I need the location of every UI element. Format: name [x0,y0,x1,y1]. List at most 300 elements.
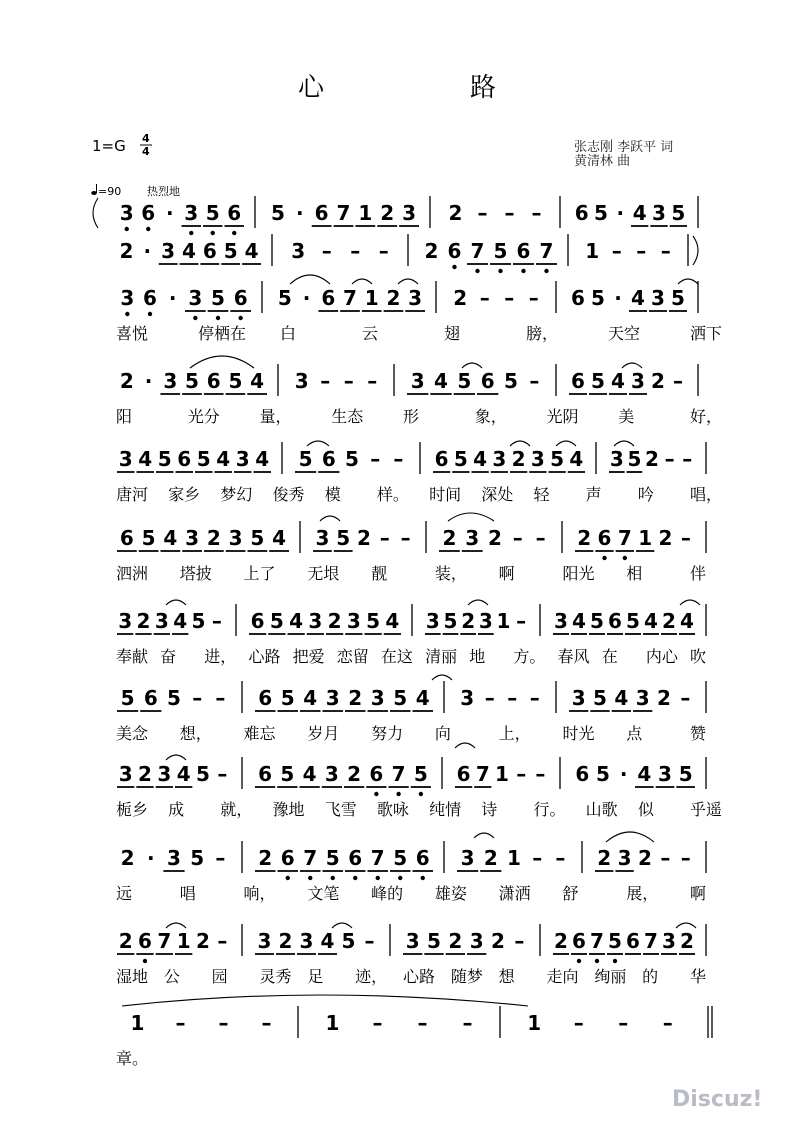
octave-dot [353,876,357,880]
note: 6 [369,762,384,786]
note: 2 [554,929,568,953]
lyric-text: 家乡 [168,485,201,504]
lyric-text: 形 [403,407,420,426]
octave-dot [286,876,290,880]
note: 4 [163,526,178,550]
note: 5 [185,369,199,393]
note: – [573,1011,584,1035]
note: – [618,1011,629,1035]
slur-mark [166,923,186,928]
note: 4 [614,686,629,710]
note: 4 [182,239,196,263]
note: 6 [206,369,221,393]
note: 7 [617,526,632,550]
note: 3 [651,286,665,310]
note: 3 [185,526,200,550]
lyric-text: 飞雪 [324,800,357,819]
note: 5 [280,762,295,786]
note: – [378,239,389,263]
note: 7 [336,201,351,225]
note: 3 [120,286,135,310]
note: 5 [393,686,408,710]
lyric-text: 点 [626,724,643,743]
note: – [529,369,540,393]
note: 3 [631,369,645,393]
note: 1 [496,609,511,633]
note: 4 [176,762,191,786]
octave-dot [193,316,197,320]
lyric-text: 上， [498,724,531,743]
lyric-text: 洒下 [690,324,723,343]
lyric-text: 想 [498,967,515,986]
note: 5 [269,609,284,633]
note: 3 [308,609,323,633]
note: 3 [370,686,385,710]
lyric-text: 停栖在 [198,324,247,343]
lyric-text: 塔披 [179,564,212,583]
note: 4 [303,686,318,710]
note: 6 [434,447,449,471]
lyric-text: 豫地 [272,800,305,819]
note: 5 [608,929,622,953]
lyric-text: 时间 [429,485,462,504]
note: 6 [143,686,158,710]
note: 5 [336,526,351,550]
note: 1 [130,1011,145,1035]
octave-dot [595,959,599,963]
note: 3 [460,686,475,710]
note: · [146,846,155,870]
note: 5 [196,447,211,471]
title-char-2: 路 [470,73,497,103]
lyric-text: 吟 [637,485,654,504]
note: – [504,201,515,225]
lyric-text: 好， [690,407,723,426]
note: – [367,369,378,393]
lyric-text: 阳 [116,407,133,426]
lyric-text: 雄姿 [434,884,467,903]
lyric-text: 在这 [380,647,413,666]
lyric-text: 把爱 [292,647,325,666]
note: 4 [138,447,153,471]
lyric-text: 潇洒 [498,884,531,903]
note: – [611,239,622,263]
note: 3 [299,929,314,953]
note: 3 [652,201,666,225]
lyric-text: 展， [626,884,659,903]
note: 6 [321,286,336,310]
tie-mark [122,995,528,1006]
note: 4 [644,609,658,633]
note: – [660,239,671,263]
note: 5 [393,846,408,870]
note: · [168,286,177,310]
note: · [302,286,311,310]
lyric-text: 俊秀 [272,485,305,504]
note: 4 [320,929,335,953]
note: 6 [258,762,273,786]
note: 6 [571,286,585,310]
octave-dot [602,556,606,560]
note: – [393,447,404,471]
lyric-text: 膀， [526,324,559,343]
note: 3 [118,447,133,471]
slur-mark [622,363,642,368]
note: 3 [405,929,420,953]
slur-mark [474,833,494,838]
note: 3 [346,609,361,633]
lyric-text: 绚丽 [594,967,627,986]
lyric-text: 峰的 [371,884,404,903]
note: · [614,286,622,310]
note: 3 [228,526,243,550]
note: 4 [289,609,304,633]
lyric-text: 梦幻 [220,485,253,504]
note: 4 [255,447,270,471]
note: 2 [662,609,676,633]
lyric-text: 喜悦 [116,324,149,343]
note: 3 [119,201,134,225]
note: 5 [277,286,292,310]
note: 5 [626,609,640,633]
lyric-text: 象， [474,407,507,426]
lyric-text: 泗洲 [116,564,149,583]
note: 3 [410,369,425,393]
tempo-value: =90 [98,185,122,198]
lyric-text: 春风 [557,647,590,666]
note: 6 [202,239,217,263]
lyric-text: 轻 [533,485,550,504]
note: 4 [611,369,625,393]
note: 2 [638,846,652,870]
lyric-text: 章。 [116,1049,149,1068]
octave-dot [452,265,456,269]
note: 4 [216,447,231,471]
note: – [516,609,527,633]
note: 5 [341,929,356,953]
note: 7 [391,762,406,786]
note: 2 [380,201,395,225]
note: 6 [597,526,612,550]
lyric-text: 唱， [690,485,723,504]
note: 2 [645,447,659,471]
note: 4 [473,447,488,471]
note: – [215,686,226,710]
note: – [529,686,540,710]
lyric-text: 翅 [444,324,461,343]
octave-dot [374,792,378,796]
note: 2 [448,929,463,953]
octave-dot [475,269,479,273]
lyric-text: 阳光 [562,564,595,583]
note: 2 [483,846,498,870]
note: 2 [657,686,671,710]
note: 3 [571,686,586,710]
lyric-text: 恋留 [336,647,369,666]
lyric-text: 云 [362,324,379,343]
lyric-text: 迹， [355,967,388,986]
note: 6 [258,686,273,710]
note: – [664,447,675,471]
lyric-text: 山歌 [585,800,618,819]
note: 2 [491,929,505,953]
note: 2 [120,846,135,870]
note: – [479,286,490,310]
lyric-text: 内心 [645,647,678,666]
note: – [555,846,566,870]
note: 7 [644,929,658,953]
slur-mark [455,743,475,748]
slur-mark [307,441,329,446]
lyric-text: 白 [280,324,297,343]
note: 4 [569,447,584,471]
note: 2 [577,526,592,550]
octave-dot [331,876,335,880]
note: – [680,846,691,870]
note: 6 [415,846,430,870]
note: – [215,846,226,870]
note: – [512,526,523,550]
lyric-text: 无垠 [307,564,340,583]
note: 1 [638,526,653,550]
lyricist-credit: 张志刚 李跃平 词 [574,140,674,155]
lyric-text: 栀乡 [116,800,149,819]
note: 5 [550,447,565,471]
note: 3 [188,286,203,310]
note: 2 [453,286,468,310]
note: 5 [196,762,210,786]
note: – [682,447,693,471]
note: 6 [119,526,134,550]
octave-dot [216,316,220,320]
note: 7 [157,929,172,953]
slur-mark [468,600,488,605]
lyric-text: 生态 [331,407,364,426]
note: 5 [453,447,468,471]
note: – [350,239,361,263]
note: 5 [190,846,205,870]
lyric-text: 在 [601,647,618,666]
note: 4 [272,526,287,550]
note: · [165,201,174,225]
octave-dot [238,316,242,320]
note: – [535,526,546,550]
note: 1 [364,286,379,310]
note: 3 [235,447,250,471]
note: 2 [136,609,151,633]
slur-mark [678,279,698,284]
lyric-text: 湿地 [116,967,149,986]
note: 2 [206,526,221,550]
note: 1 [585,239,600,263]
note: – [507,686,518,710]
note: 1 [507,846,521,870]
note: 3 [118,609,133,633]
note: 5 [457,369,472,393]
note: – [400,526,411,550]
note: 5 [325,846,340,870]
key-signature: 1=G [92,137,126,155]
note: 5 [627,447,642,471]
note: 5 [596,762,610,786]
note: 5 [270,201,285,225]
note: 7 [303,846,318,870]
note: · [143,239,152,263]
lyric-text: 装， [434,564,467,583]
lyric-text: 吹 [690,647,707,666]
note: 6 [608,609,622,633]
lyric-text: 随梦 [450,967,483,986]
note: 1 [358,201,373,225]
note: 5 [250,526,265,550]
note: 2 [386,286,401,310]
note: 6 [250,609,265,633]
octave-dot [125,312,129,316]
note: 7 [370,846,385,870]
slur-mark [606,832,654,842]
lyric-text: 向 [434,724,451,743]
lyric-text: 赞 [690,724,707,743]
note: 3 [257,929,272,953]
note: – [680,526,691,550]
note: 5 [280,686,295,710]
octave-dot [396,792,400,796]
lyric-text: 样。 [376,485,409,504]
lyric-text: 深处 [481,485,514,504]
note: – [192,686,203,710]
repeat-bracket-open [93,198,98,228]
slur-mark [166,755,186,760]
note: 3 [465,526,480,550]
octave-dot [232,231,236,235]
note: 3 [118,762,133,786]
octave-dot [125,227,129,231]
lyric-text: 远 [116,884,133,903]
slur-mark [398,279,418,284]
note: – [531,201,542,225]
lyric-text: 清丽 [425,647,458,666]
lyric-text: 光分 [187,407,220,426]
lyric-text: 灵秀 [259,967,292,986]
lyric-text: 伴 [690,564,707,583]
note: 5 [298,447,313,471]
note: 2 [357,526,371,550]
note: 6 [574,201,589,225]
note: 6 [480,369,495,393]
slur-mark [556,441,576,446]
note: – [484,686,495,710]
note: 6 [280,846,295,870]
note: – [321,239,332,263]
lyric-text: 光阴 [546,407,579,426]
note: 2 [196,929,210,953]
octave-dot [419,792,423,796]
note: – [462,1011,473,1035]
note: 6 [138,929,152,953]
note: – [504,286,515,310]
note: 2 [118,929,133,953]
slur-mark [462,363,482,368]
octave-dot [148,312,152,316]
note: 2 [511,447,526,471]
note: 6 [575,762,590,786]
note: – [372,1011,383,1035]
note: 6 [571,369,585,393]
note: – [532,846,543,870]
lyric-text: 公 [163,967,180,986]
note: 3 [154,609,169,633]
note: · [616,201,625,225]
note: – [175,1011,186,1035]
note: 3 [609,447,624,471]
lyric-text: 地 [469,647,486,666]
note: 5 [427,929,441,953]
slur-mark [332,923,352,928]
note: 5 [413,762,428,786]
note: – [528,286,539,310]
note: – [217,929,228,953]
note: 1 [495,762,509,786]
note: 5 [211,286,225,310]
note: 3 [184,201,199,225]
note: 3 [635,686,650,710]
note: 5 [141,526,156,550]
note: 3 [157,762,172,786]
time-signature-bottom: 4 [142,145,150,158]
octave-dot [143,959,147,963]
note: – [662,1011,673,1035]
lyric-text: 文笔 [307,884,340,903]
note: 2 [258,846,273,870]
note: 5 [167,686,181,710]
lyric-text: 量， [259,407,292,426]
note: 4 [173,609,188,633]
note: 6 [233,286,248,310]
note: · [619,762,628,786]
notation-body [116,196,722,1068]
note: – [516,762,527,786]
lyric-text: 响， [243,884,276,903]
slur-mark [320,516,340,521]
lyric-text: 走向 [546,967,579,986]
note: 5 [120,686,135,710]
note: 3 [324,762,339,786]
note: 3 [478,609,493,633]
note: 1 [527,1011,542,1035]
lyric-text: 唱 [179,884,196,903]
note: – [477,201,488,225]
note: 5 [366,609,381,633]
octave-dot [544,269,548,273]
lyric-text: 岁月 [307,724,340,743]
note: 5 [493,239,508,263]
time-signature-top: 4 [142,132,150,145]
octave-dot [308,876,312,880]
lyric-text: 心路 [248,647,281,666]
note: – [211,609,222,633]
note: 4 [250,369,265,393]
expression-mark: 热烈地 [147,185,180,198]
note: 3 [554,609,568,633]
note: 6 [456,762,471,786]
note: 2 [119,239,134,263]
lyric-text: 进， [204,647,237,666]
lyric-text: 足 [307,967,324,986]
note: 7 [475,762,490,786]
lyric-text: 行。 [533,800,566,819]
note: 3 [617,846,632,870]
octave-dot [376,876,380,880]
